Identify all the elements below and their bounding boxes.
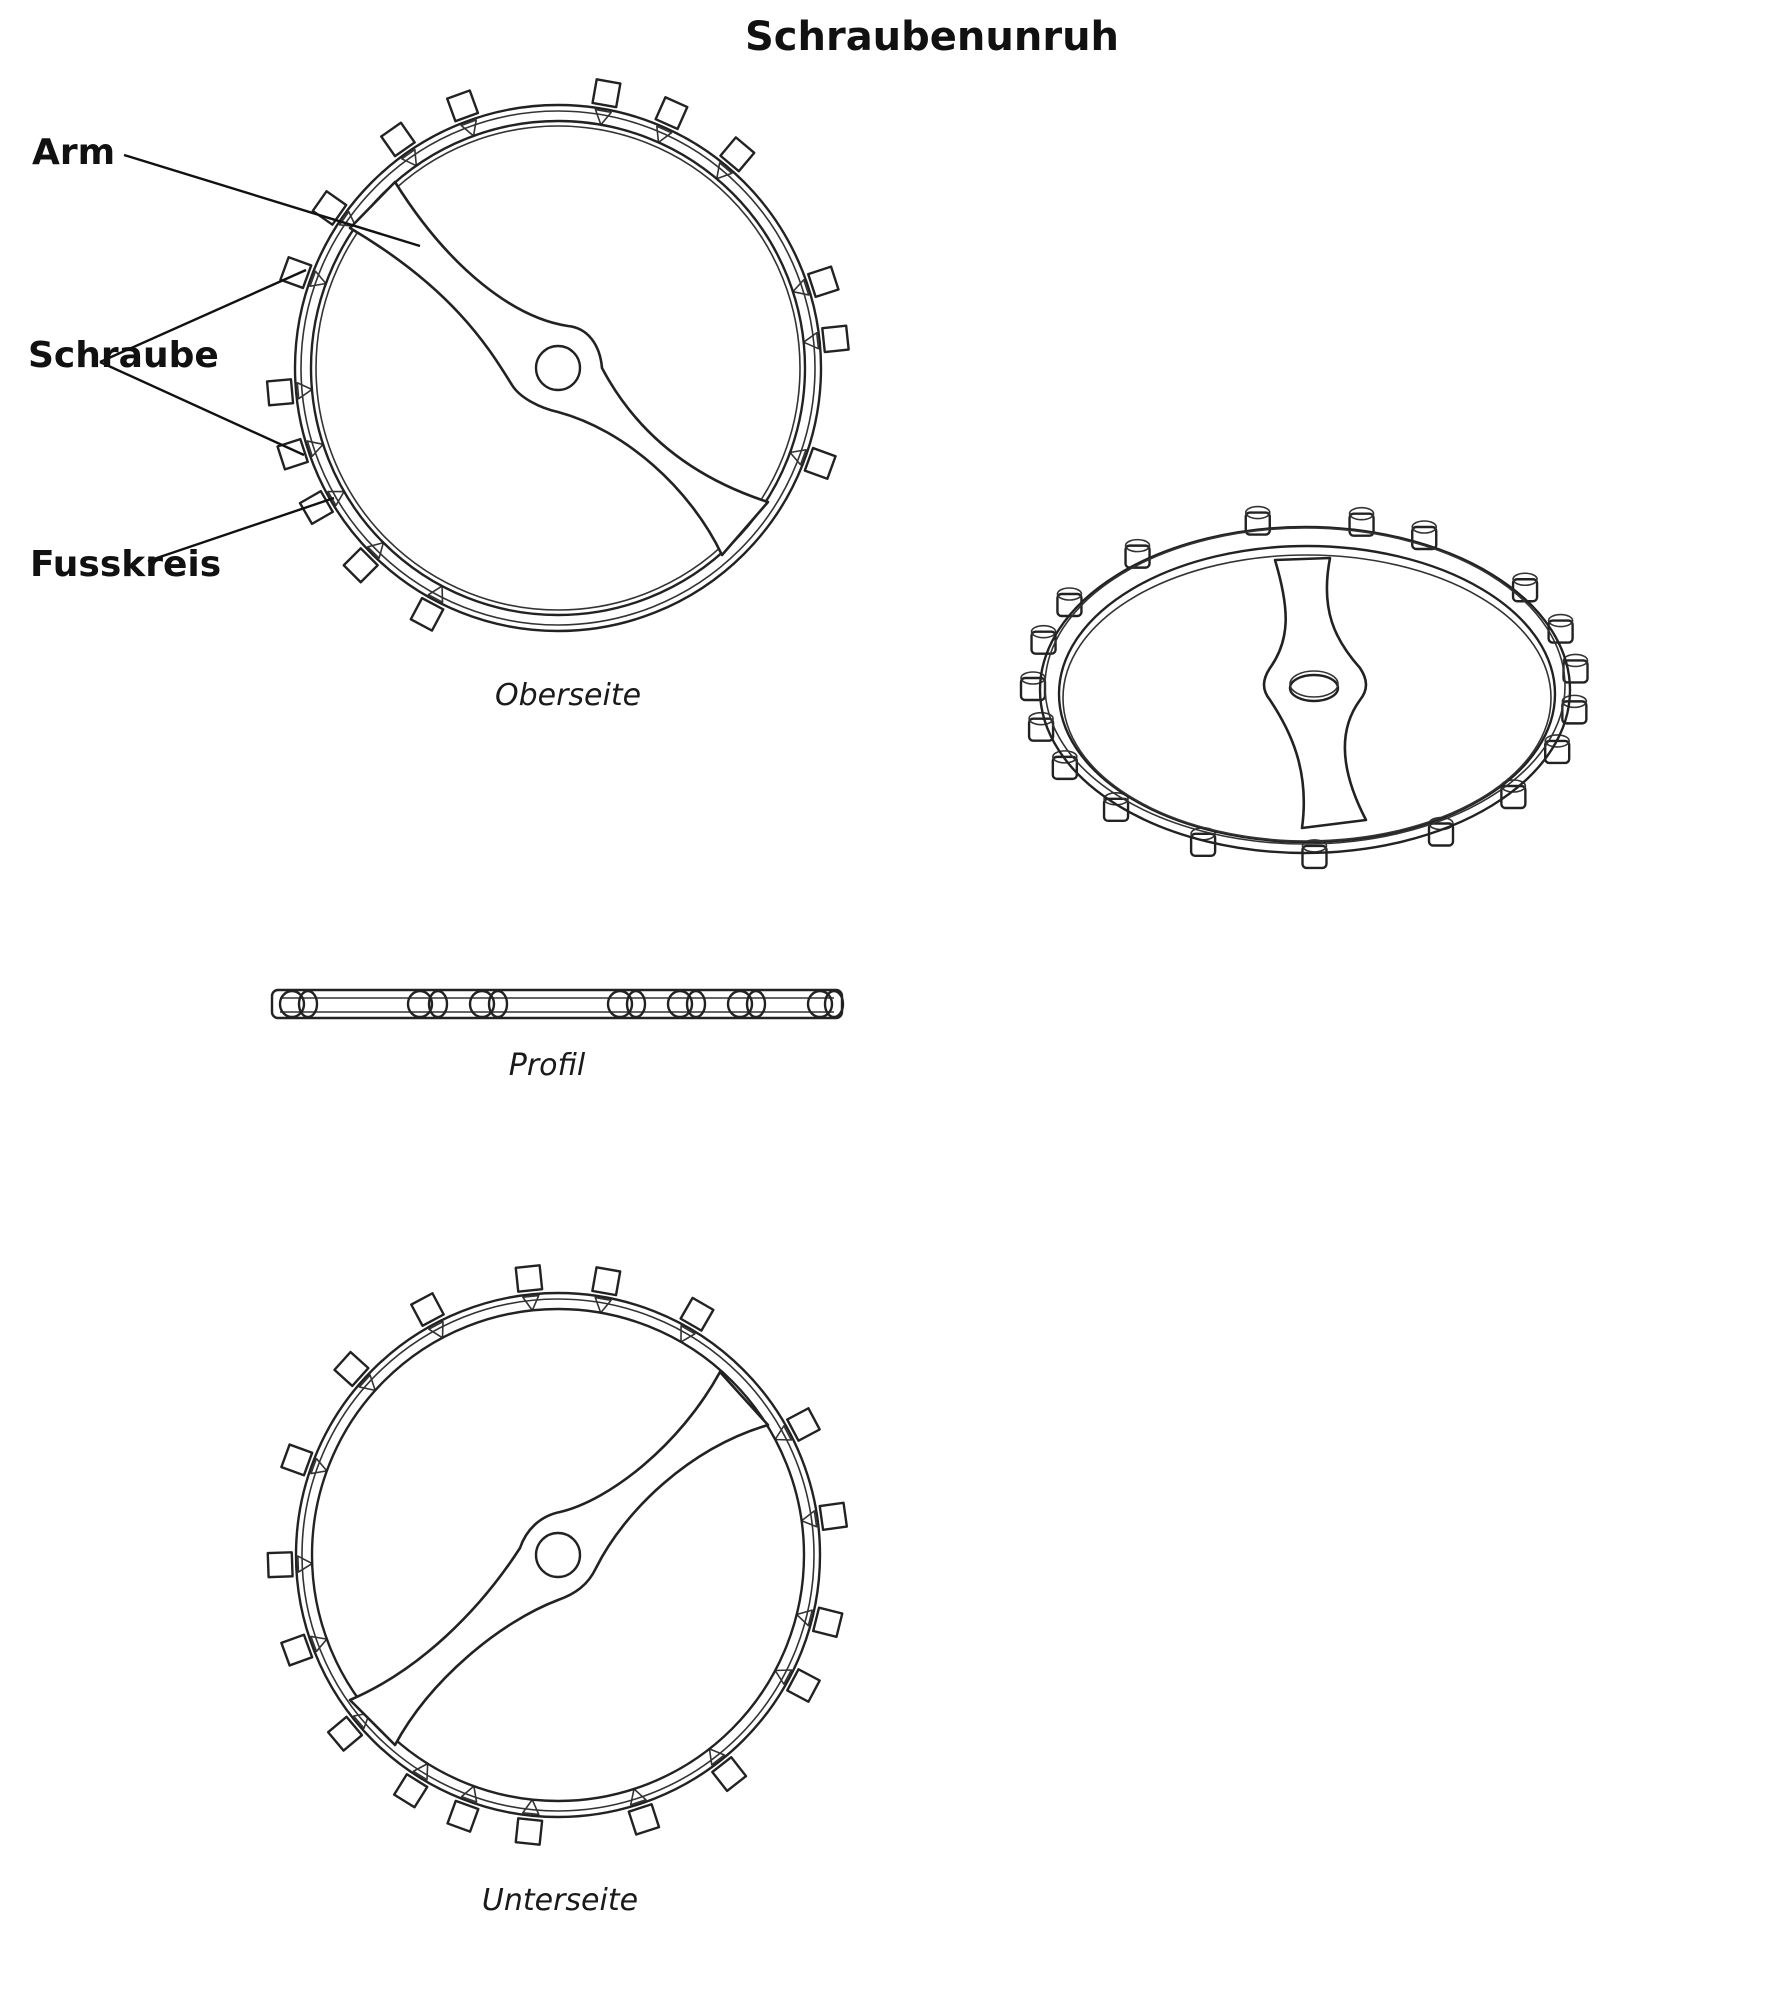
screw-head — [281, 1445, 312, 1476]
screw-icon — [802, 326, 848, 354]
screw-icon — [268, 1552, 313, 1578]
top-view-drawing — [267, 79, 849, 631]
screw-head — [592, 1267, 620, 1295]
screw-icon — [687, 991, 705, 1017]
screw-icon — [825, 991, 843, 1017]
screw-icon — [280, 257, 330, 295]
screw-shank — [703, 1744, 724, 1765]
caption-bottom-view: Unterseite — [481, 1883, 639, 1918]
screw-icon — [381, 123, 426, 173]
screw-icon — [299, 991, 317, 1017]
screw-body — [1029, 719, 1053, 741]
screw-icon — [800, 1503, 847, 1533]
screw-head — [822, 326, 848, 352]
screw-icon — [516, 1265, 544, 1311]
bottom-view-drawing — [268, 1265, 847, 1844]
screw-head — [280, 257, 311, 288]
screw-icon — [1057, 588, 1081, 616]
label-rim: Fusskreis — [30, 544, 222, 585]
screw-head — [448, 1801, 479, 1832]
bottom-view-arm — [350, 1372, 768, 1745]
screw-head — [281, 1635, 312, 1666]
screw-icon — [1053, 751, 1077, 779]
screw-icon — [786, 441, 836, 479]
screw-head — [267, 379, 293, 405]
profile-view-drawing — [272, 990, 843, 1018]
caption-top-view: Oberseite — [494, 678, 642, 713]
screw-shank — [711, 163, 732, 184]
screw-head — [820, 1503, 847, 1530]
diagram-title: Schraubenunruh — [744, 14, 1120, 60]
screw-head — [629, 1804, 659, 1834]
screw-head — [805, 448, 836, 479]
caption-profile-view: Profil — [508, 1048, 586, 1083]
top-view-arm — [350, 182, 768, 555]
screw-shank — [359, 1375, 380, 1396]
screw-head — [808, 267, 838, 297]
screw-icon — [747, 991, 765, 1017]
screw-icon — [708, 137, 755, 186]
screw-icon — [589, 79, 620, 126]
screw-icon — [1104, 793, 1128, 821]
screw-shank — [298, 1556, 313, 1572]
screw-icon — [516, 1798, 544, 1844]
screw-icon — [489, 991, 507, 1017]
screw-icon — [448, 1782, 486, 1832]
screw-icon — [589, 1267, 620, 1314]
screw-head — [268, 1552, 293, 1577]
screw-shank — [368, 537, 389, 558]
profile-view-screws — [280, 991, 843, 1017]
screw-icon — [700, 1741, 746, 1790]
perspective-view-drawing — [1021, 507, 1588, 868]
screw-head — [813, 1608, 842, 1637]
screw-head — [447, 90, 478, 121]
screw-icon — [281, 1445, 331, 1483]
profile-rim-body — [272, 990, 842, 1018]
screw-head — [593, 79, 621, 107]
screw-body — [1302, 846, 1326, 868]
screw-icon — [1513, 573, 1537, 601]
screw-head — [656, 97, 688, 129]
label-screw: Schraube — [28, 335, 219, 376]
screw-head — [516, 1265, 542, 1291]
perspective-arm — [1264, 558, 1366, 828]
screw-icon — [794, 1603, 842, 1637]
screw-icon — [627, 991, 645, 1017]
screw-head — [516, 1818, 542, 1844]
label-arm: Arm — [32, 132, 116, 173]
screw-icon — [447, 90, 485, 140]
screw-icon — [281, 1628, 331, 1666]
screw-icon — [267, 378, 313, 406]
